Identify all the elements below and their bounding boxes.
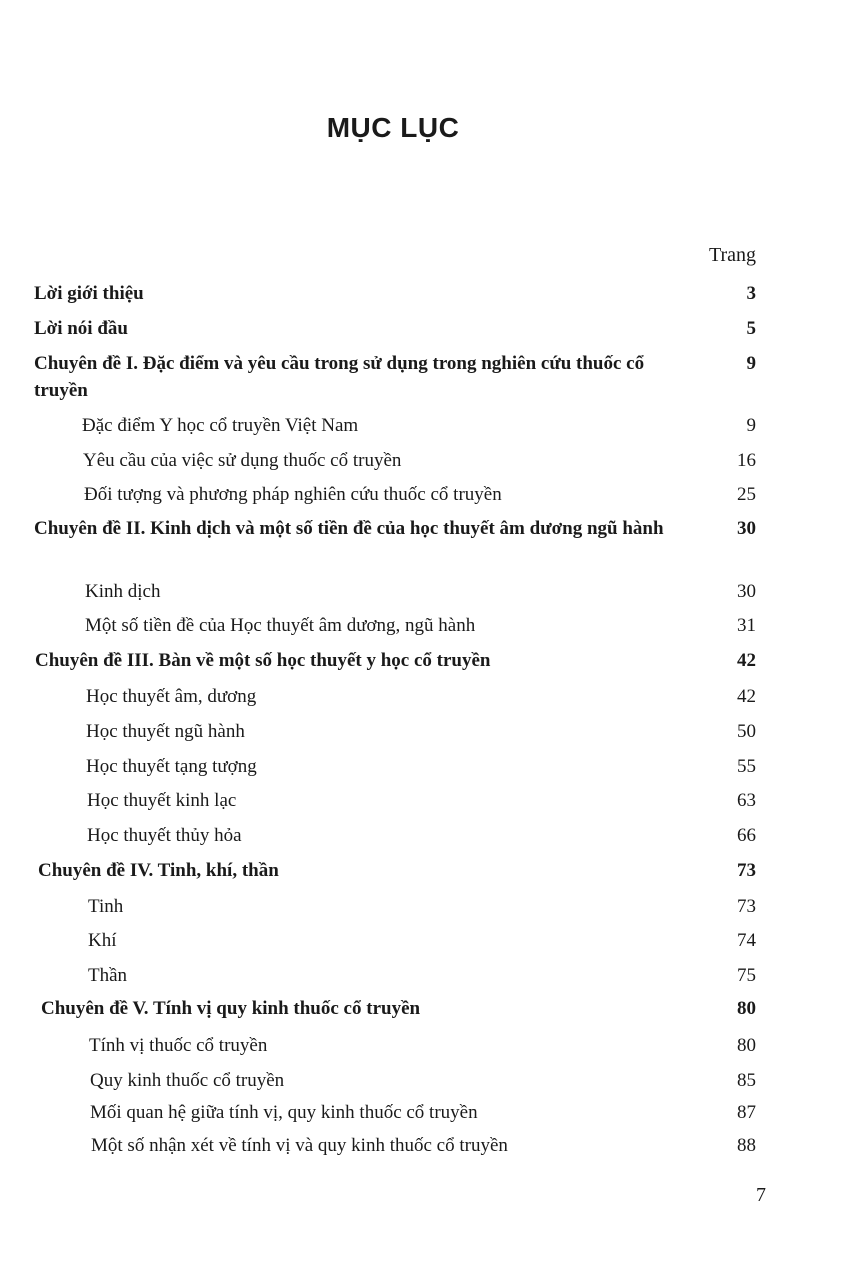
toc-entry-page: 42 xyxy=(737,686,756,707)
toc-entry-page: 5 xyxy=(746,318,756,339)
toc-entry-title: Yêu cầu của việc sử dụng thuốc cổ truyền xyxy=(83,450,402,471)
toc-entry-page: 9 xyxy=(746,353,756,374)
toc-entry-title: Chuyên đề III. Bàn về một số học thuyết y học cổ truyền xyxy=(35,650,491,671)
toc-entry-title: Chuyên đề I. Đặc điểm và yêu cầu trong sử dụng trong nghiên cứu thuốc cổ truyền xyxy=(34,353,645,401)
toc-entry-title: Chuyên đề II. Kinh dịch và một số tiền đề của học thuyết âm dương ngũ hành xyxy=(34,518,664,539)
toc-entry-title: Học thuyết ngũ hành xyxy=(86,721,245,742)
toc-entry-title: Khí xyxy=(88,930,117,951)
page-column-header: Trang xyxy=(708,244,756,266)
toc-entry-page: 73 xyxy=(737,860,756,881)
toc-entry-page: 30 xyxy=(737,518,756,539)
toc-entry-title: Tinh xyxy=(88,896,124,917)
toc-entry-title: Đối tượng và phương pháp nghiên cứu thuốc cổ truyền xyxy=(84,484,502,505)
toc-entry-title: Chuyên đề V. Tính vị quy kinh thuốc cổ truyền xyxy=(41,998,421,1019)
toc-entry-title: Học thuyết kinh lạc xyxy=(87,790,237,811)
toc-entry-page: 25 xyxy=(737,484,756,505)
toc-entry-title: Mối quan hệ giữa tính vị, quy kinh thuốc cổ truyền xyxy=(90,1102,478,1123)
toc-entry-page: 16 xyxy=(737,450,756,471)
toc-entry-page: 55 xyxy=(737,756,756,777)
toc-entry-page: 30 xyxy=(737,581,756,602)
toc-entry-title: Lời giới thiệu xyxy=(34,283,144,304)
toc-entry-page: 3 xyxy=(746,283,756,304)
toc-entry-page: 80 xyxy=(737,1035,756,1056)
toc-entry-title: Tính vị thuốc cổ truyền xyxy=(89,1035,268,1056)
toc-entry-title: Một số nhận xét về tính vị và quy kinh thuốc cổ truyền xyxy=(91,1135,508,1156)
toc-entry-page: 75 xyxy=(737,965,756,986)
toc-entry-page: 42 xyxy=(737,650,756,671)
toc-entry-page: 88 xyxy=(737,1135,756,1156)
toc-entry-title: Học thuyết tạng tượng xyxy=(86,756,257,777)
toc-entry-page: 87 xyxy=(737,1102,756,1123)
toc-entry-title: Chuyên đề IV. Tinh, khí, thần xyxy=(38,860,279,881)
toc-entry-page: 73 xyxy=(737,896,756,917)
toc-entry-page: 66 xyxy=(737,825,756,846)
toc-entry-page: 31 xyxy=(737,615,756,636)
toc-entry-page: 50 xyxy=(737,721,756,742)
toc-entry-title: Học thuyết thủy hỏa xyxy=(87,825,242,846)
page-title: MỤC LỤC xyxy=(326,112,460,143)
toc-entry-page: 80 xyxy=(737,998,756,1019)
toc-entry-title: Quy kinh thuốc cổ truyền xyxy=(90,1070,285,1091)
toc-entry-title: Một số tiền đề của Học thuyết âm dương, ngũ hành xyxy=(85,615,476,636)
toc-entry-page: 74 xyxy=(737,930,756,951)
toc-entry-page: 85 xyxy=(737,1070,756,1091)
toc-entry-title: Kinh dịch xyxy=(85,581,161,602)
toc-entry-page: 9 xyxy=(746,415,756,436)
toc-entry-title: Học thuyết âm, dương xyxy=(86,686,257,707)
toc-entry-title: Lời nói đầu xyxy=(34,318,128,339)
toc-entry-title: Đặc điểm Y học cổ truyền Việt Nam xyxy=(82,415,359,436)
page-number: 7 xyxy=(756,1184,766,1206)
toc-entry-title: Thần xyxy=(88,965,128,986)
toc-entry-page: 63 xyxy=(737,790,756,811)
